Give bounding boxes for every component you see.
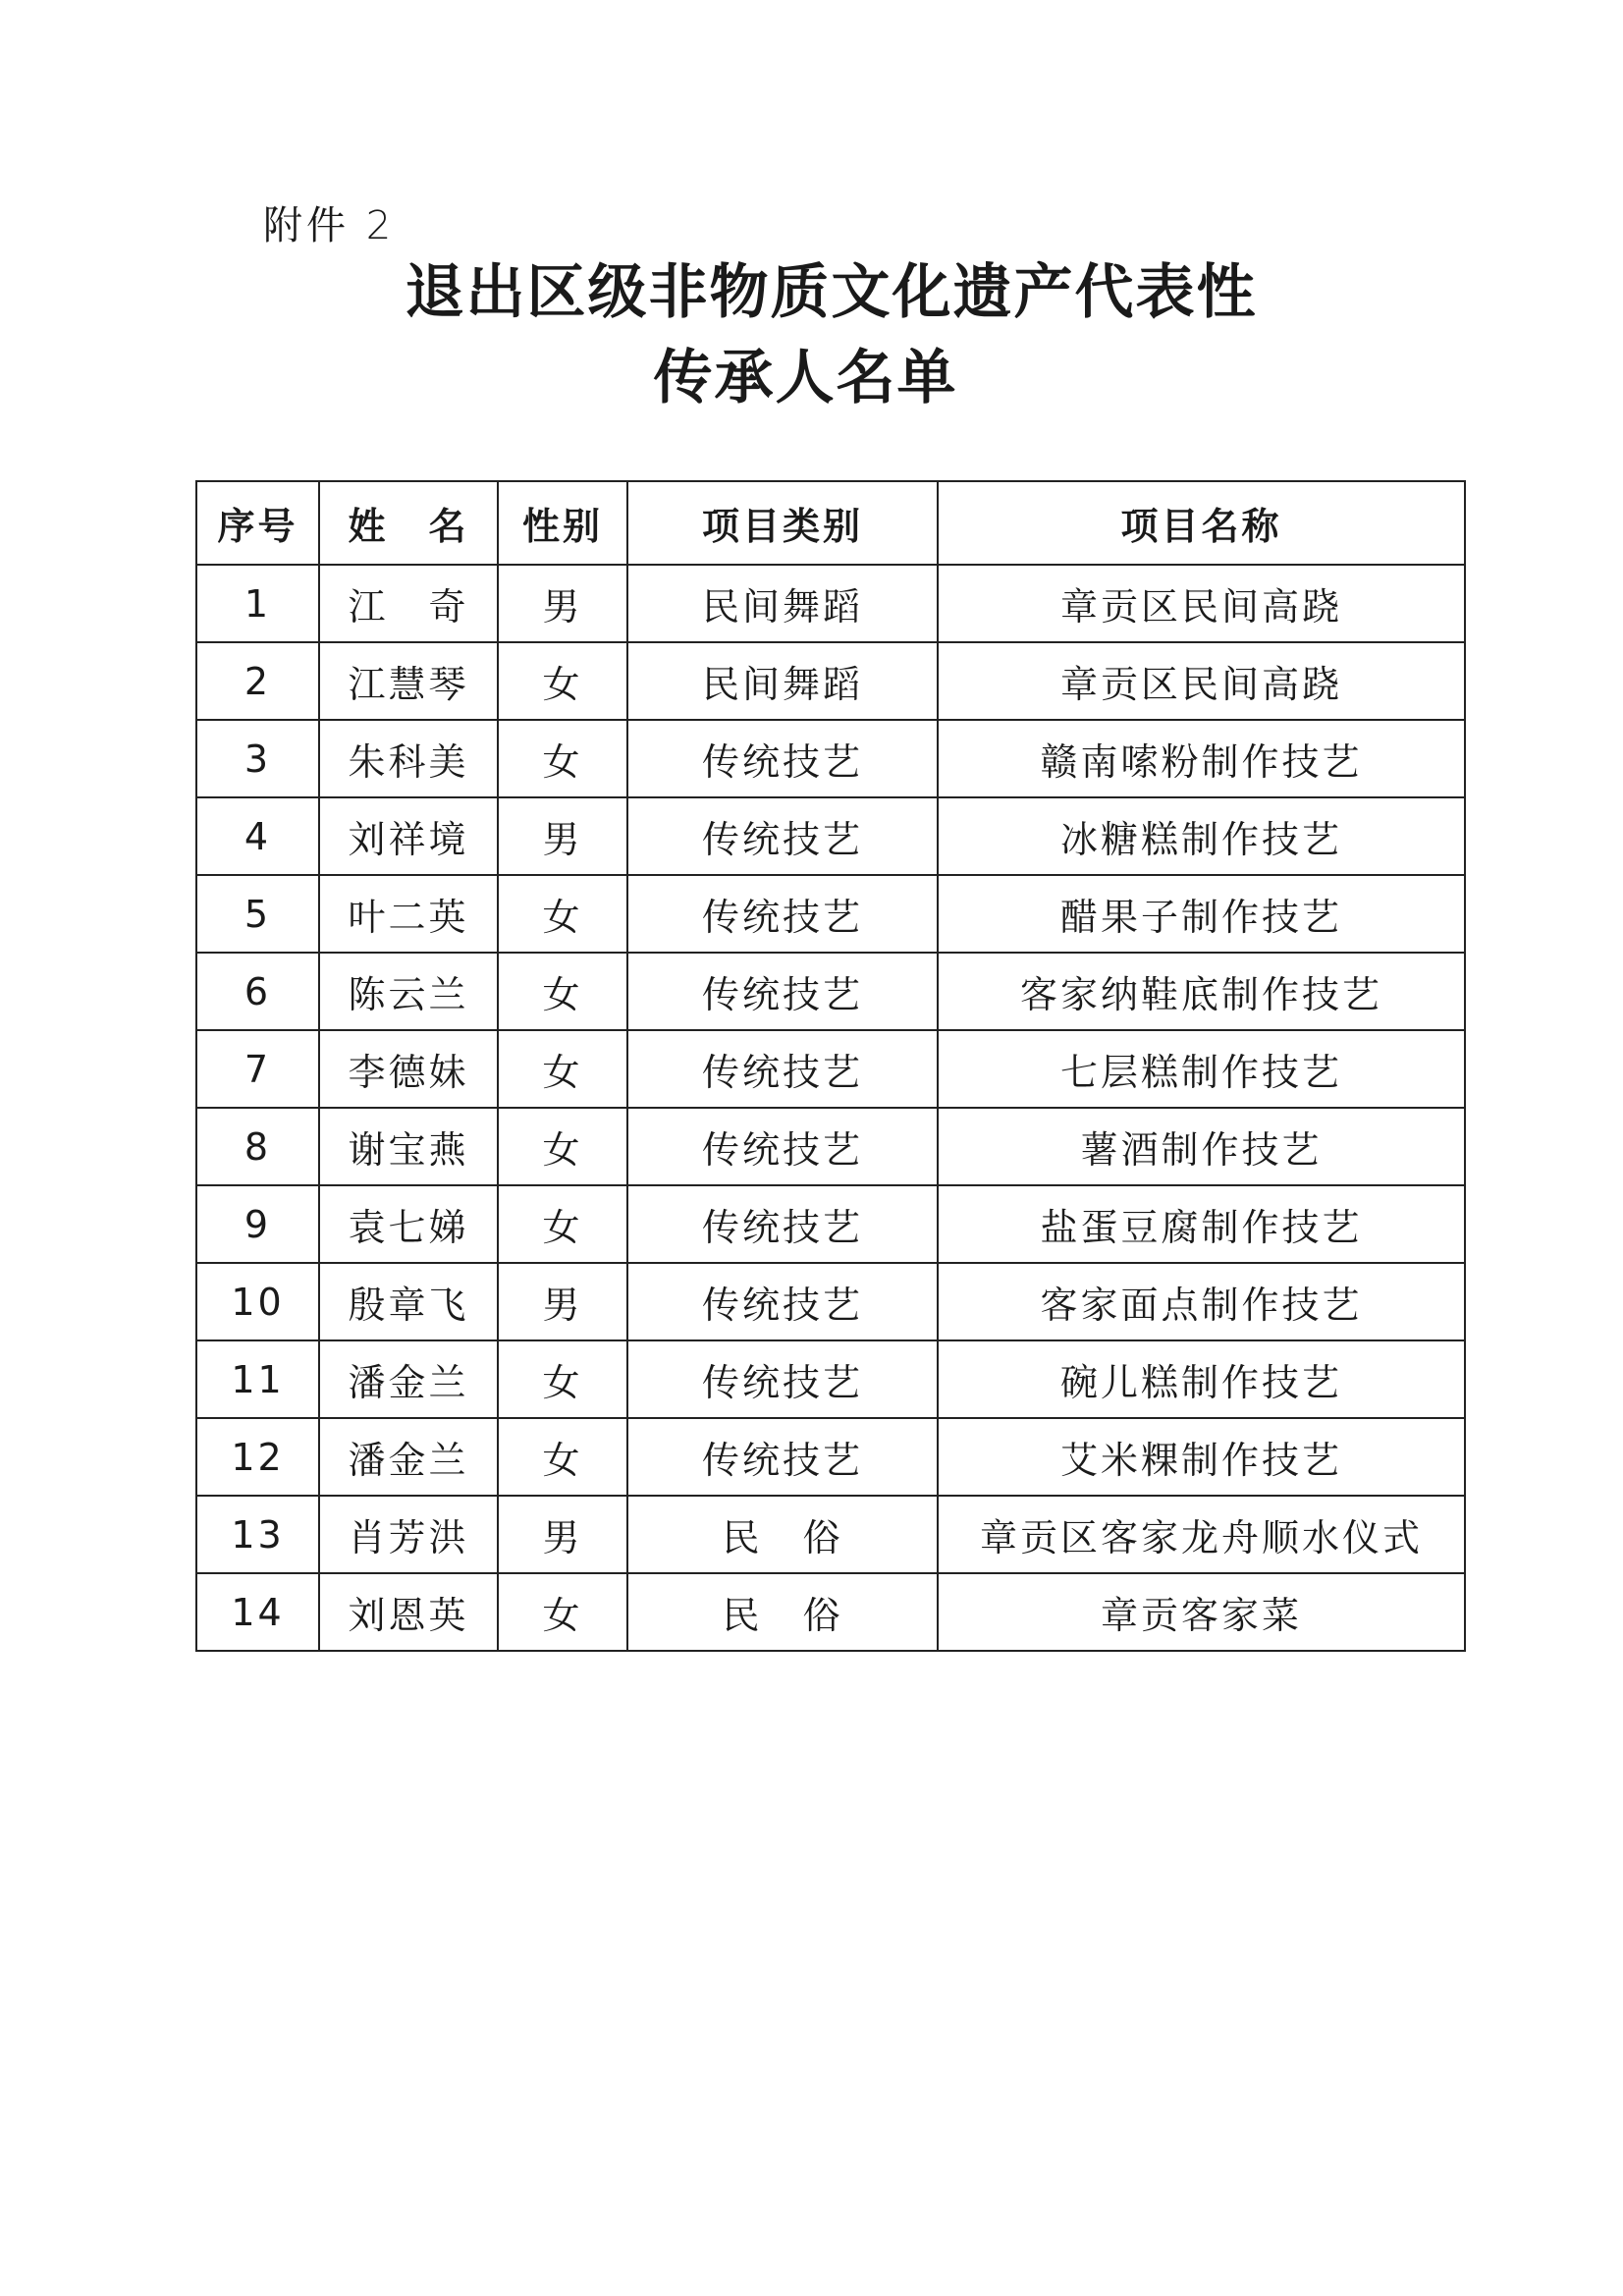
cell-gender: 女	[498, 1418, 627, 1496]
cell-name: 陈云兰	[319, 953, 498, 1030]
table-row	[196, 1340, 1465, 1418]
cell-gender: 女	[498, 1340, 627, 1418]
table-header-row	[196, 481, 1465, 565]
table-row	[196, 1030, 1465, 1108]
cell-gender: 女	[498, 953, 627, 1030]
cell-gender: 男	[498, 1496, 627, 1573]
cell-name: 刘祥境	[319, 797, 498, 875]
cell-category: 传统技艺	[627, 953, 938, 1030]
header-number: 序号	[196, 481, 319, 565]
table-row	[196, 1263, 1465, 1340]
cell-number: 13	[196, 1496, 319, 1573]
cell-project: 客家纳鞋底制作技艺	[938, 953, 1465, 1030]
cell-category: 传统技艺	[627, 797, 938, 875]
cell-name: 刘恩英	[319, 1573, 498, 1651]
cell-name: 叶二英	[319, 875, 498, 953]
cell-gender: 男	[498, 1263, 627, 1340]
cell-name: 肖芳洪	[319, 1496, 498, 1573]
cell-project: 赣南嗦粉制作技艺	[938, 720, 1465, 797]
cell-number: 9	[196, 1185, 319, 1263]
cell-number: 4	[196, 797, 319, 875]
cell-project: 冰糖糕制作技艺	[938, 797, 1465, 875]
cell-category: 传统技艺	[627, 1340, 938, 1418]
cell-name: 朱科美	[319, 720, 498, 797]
cell-name: 潘金兰	[319, 1340, 498, 1418]
cell-category: 传统技艺	[627, 720, 938, 797]
document-title-line1: 退出区级非物质文化遗产代表性	[405, 258, 1258, 327]
cell-project: 醋果子制作技艺	[938, 875, 1465, 953]
cell-gender: 女	[498, 875, 627, 953]
cell-gender: 男	[498, 565, 627, 642]
cell-project: 章贡区民间高跷	[938, 642, 1465, 720]
cell-gender: 男	[498, 797, 627, 875]
document-title-line2: 传承人名单	[653, 344, 958, 412]
cell-name: 李德妹	[319, 1030, 498, 1108]
table-row	[196, 875, 1465, 953]
header-gender: 性别	[498, 481, 627, 565]
cell-project: 七层糕制作技艺	[938, 1030, 1465, 1108]
table-row	[196, 797, 1465, 875]
cell-category: 传统技艺	[627, 1185, 938, 1263]
cell-number: 14	[196, 1573, 319, 1651]
table-row	[196, 720, 1465, 797]
cell-category: 传统技艺	[627, 1418, 938, 1496]
cell-number: 8	[196, 1108, 319, 1185]
cell-project: 章贡客家菜	[938, 1573, 1465, 1651]
table-row	[196, 953, 1465, 1030]
cell-project: 章贡区民间高跷	[938, 565, 1465, 642]
cell-category: 民 俗	[627, 1496, 938, 1573]
header-project: 项目名称	[938, 481, 1465, 565]
cell-gender: 女	[498, 1030, 627, 1108]
cell-category: 传统技艺	[627, 1030, 938, 1108]
cell-number: 3	[196, 720, 319, 797]
cell-name: 潘金兰	[319, 1418, 498, 1496]
cell-number: 12	[196, 1418, 319, 1496]
table-row	[196, 642, 1465, 720]
cell-gender: 女	[498, 720, 627, 797]
cell-category: 民 俗	[627, 1573, 938, 1651]
cell-name: 谢宝燕	[319, 1108, 498, 1185]
cell-gender: 女	[498, 1185, 627, 1263]
cell-number: 6	[196, 953, 319, 1030]
table-row	[196, 1108, 1465, 1185]
cell-project: 客家面点制作技艺	[938, 1263, 1465, 1340]
table-row	[196, 565, 1465, 642]
cell-number: 2	[196, 642, 319, 720]
table-row	[196, 1573, 1465, 1651]
table-row	[196, 1185, 1465, 1263]
cell-project: 盐蛋豆腐制作技艺	[938, 1185, 1465, 1263]
cell-project: 章贡区客家龙舟顺水仪式	[938, 1496, 1465, 1573]
cell-gender: 女	[498, 642, 627, 720]
cell-category: 传统技艺	[627, 1108, 938, 1185]
cell-number: 1	[196, 565, 319, 642]
cell-number: 7	[196, 1030, 319, 1108]
cell-name: 袁七娣	[319, 1185, 498, 1263]
cell-project: 碗儿糕制作技艺	[938, 1340, 1465, 1418]
cell-name: 江 奇	[319, 565, 498, 642]
cell-category: 民间舞蹈	[627, 565, 938, 642]
cell-gender: 女	[498, 1108, 627, 1185]
cell-category: 传统技艺	[627, 1263, 938, 1340]
inheritor-table	[195, 480, 1466, 1652]
header-category: 项目类别	[627, 481, 938, 565]
cell-category: 传统技艺	[627, 875, 938, 953]
cell-name: 殷章飞	[319, 1263, 498, 1340]
cell-number: 11	[196, 1340, 319, 1418]
cell-number: 10	[196, 1263, 319, 1340]
header-name: 姓 名	[319, 481, 498, 565]
attachment-label: 附件 2	[263, 203, 396, 248]
table-row	[196, 1496, 1465, 1573]
cell-number: 5	[196, 875, 319, 953]
cell-gender: 女	[498, 1573, 627, 1651]
cell-name: 江慧琴	[319, 642, 498, 720]
table-row	[196, 1418, 1465, 1496]
cell-category: 民间舞蹈	[627, 642, 938, 720]
cell-project: 艾米粿制作技艺	[938, 1418, 1465, 1496]
cell-project: 薯酒制作技艺	[938, 1108, 1465, 1185]
